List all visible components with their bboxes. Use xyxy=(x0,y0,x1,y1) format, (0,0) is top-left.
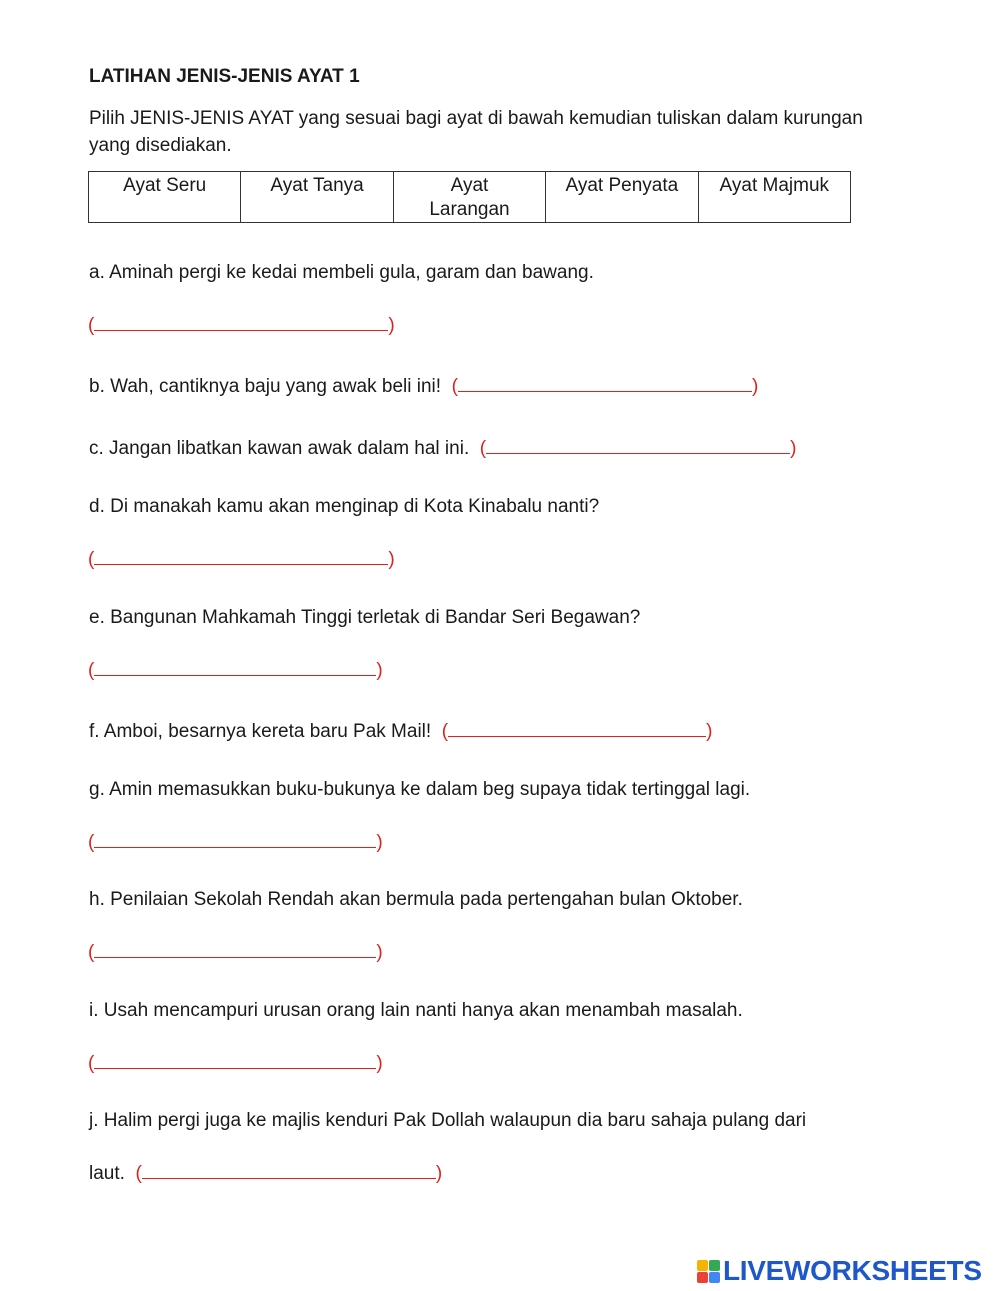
question-i: i. Usah mencampuri urusan orang lain nanti hanya akan menambah masalah. xyxy=(89,1000,743,1021)
answer-field-h[interactable]: ( ) xyxy=(88,939,383,964)
answer-field-a[interactable]: ( ) xyxy=(88,312,395,337)
answer-field-i[interactable]: ( ) xyxy=(88,1050,383,1075)
question-j-continued: laut. ( ) xyxy=(89,1160,442,1185)
question-f: f. Amboi, besarnya kereta baru Pak Mail! ( ) xyxy=(89,718,712,743)
question-h: h. Penilaian Sekolah Rendah akan bermula pada pertengahan bulan Oktober. xyxy=(89,889,743,910)
answer-field-b[interactable]: ( ) xyxy=(452,376,759,397)
option-ayat-larangan: Ayat Larangan xyxy=(393,172,545,223)
question-c: c. Jangan libatkan kawan awak dalam hal ini. ( ) xyxy=(89,435,796,460)
question-a: a. Aminah pergi ke kedai membeli gula, garam dan bawang. xyxy=(89,262,594,283)
logo-wordmark: LIVEWORKSHEETS xyxy=(723,1255,982,1286)
question-g: g. Amin memasukkan buku-bukunya ke dalam beg supaya tidak tertinggal lagi. xyxy=(89,779,751,800)
question-b: b. Wah, cantiknya baju yang awak beli ini! ( ) xyxy=(89,373,758,398)
answer-field-j[interactable]: ( ) xyxy=(135,1163,442,1184)
question-e: e. Bangunan Mahkamah Tinggi terletak di Bandar Seri Begawan? xyxy=(89,607,641,628)
option-ayat-penyata: Ayat Penyata xyxy=(546,172,698,223)
answer-field-c[interactable]: ( ) xyxy=(480,438,797,459)
sentence-type-options-table xyxy=(88,171,851,223)
liveworksheets-logo xyxy=(697,1256,982,1286)
answer-field-g[interactable]: ( ) xyxy=(88,829,383,854)
answer-field-f[interactable]: ( ) xyxy=(442,721,713,742)
answer-field-e[interactable]: ( ) xyxy=(88,657,383,682)
answer-field-d[interactable]: ( ) xyxy=(88,546,395,571)
worksheet-title: LATIHAN JENIS-JENIS AYAT 1 xyxy=(89,66,360,87)
option-ayat-tanya: Ayat Tanya xyxy=(241,172,393,223)
worksheet-instruction: Pilih JENIS-JENIS AYAT yang sesuai bagi ayat di bawah kemudian tuliskan dalam kurungan yang disediakan. xyxy=(89,108,863,156)
question-d: d. Di manakah kamu akan menginap di Kota Kinabalu nanti? xyxy=(89,496,600,517)
option-ayat-majmuk: Ayat Majmuk xyxy=(698,172,850,223)
question-j: j. Halim pergi juga ke majlis kenduri Pak Dollah walaupun dia baru sahaja pulang dari xyxy=(89,1110,807,1131)
option-ayat-seru: Ayat Seru xyxy=(89,172,241,223)
logo-tiles-icon xyxy=(697,1260,720,1283)
